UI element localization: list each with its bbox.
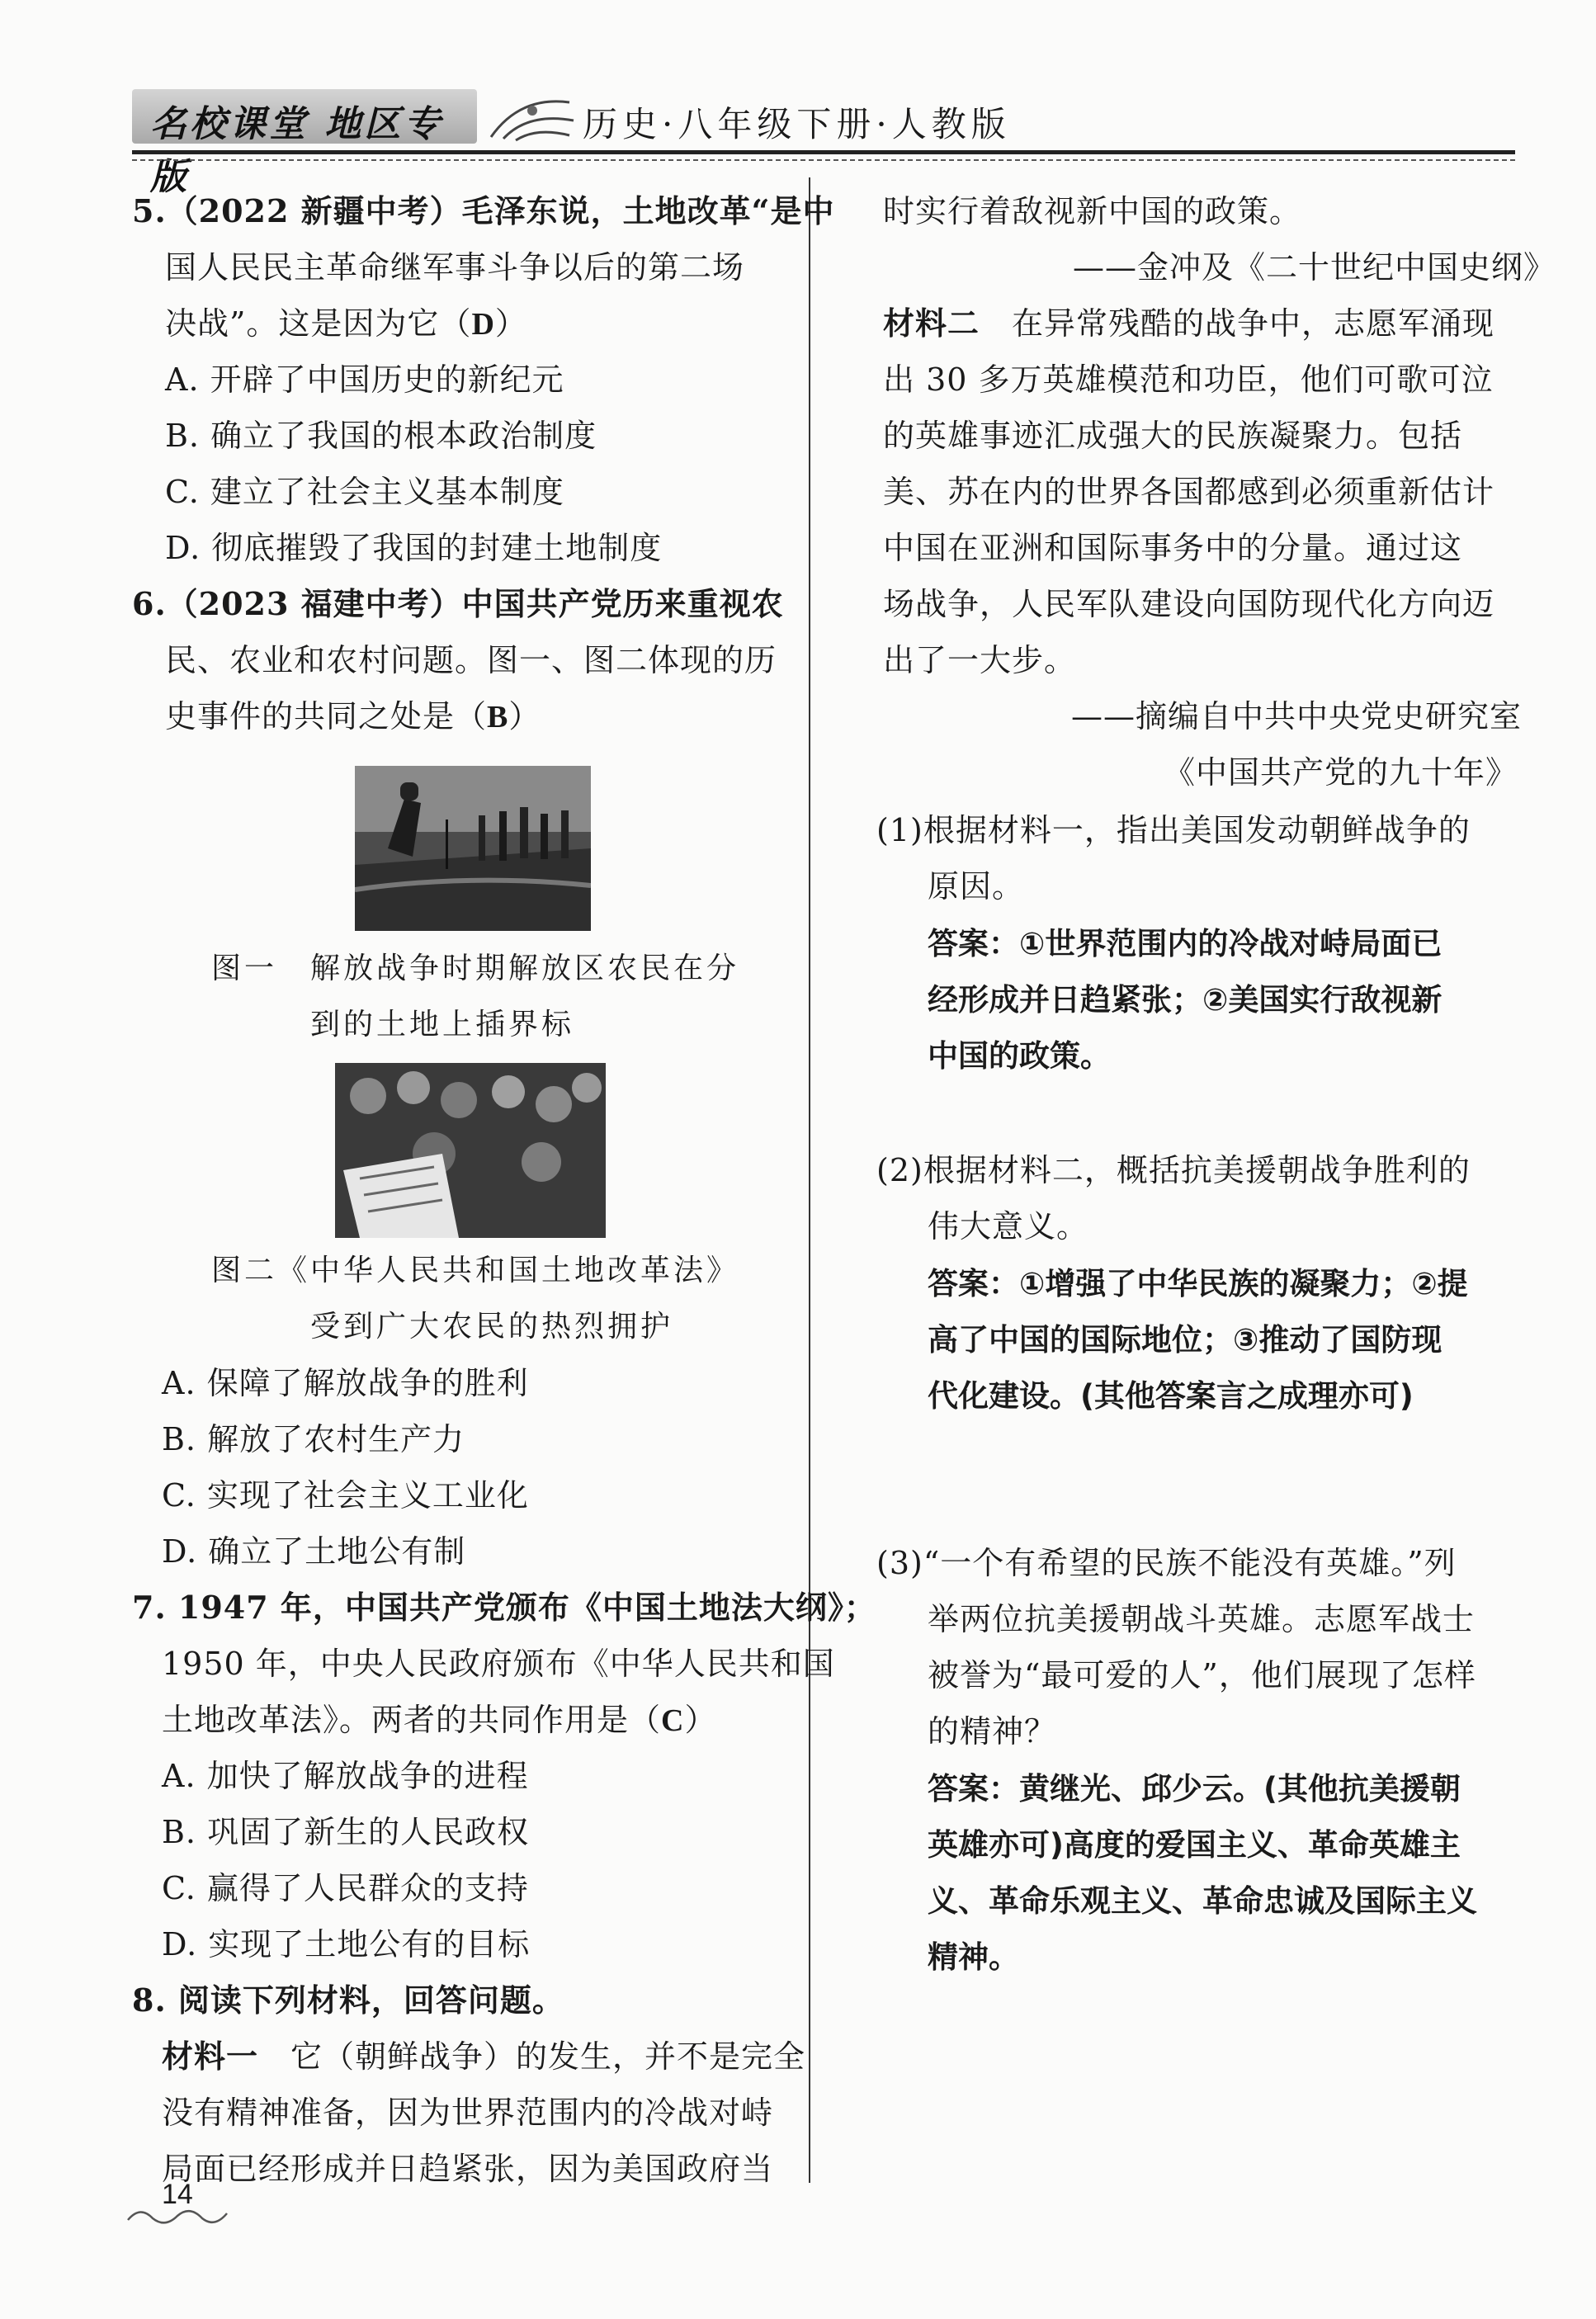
q7-option-d: D. 实现了土地公有的目标 (162, 1926, 531, 1962)
column-divider (809, 177, 810, 2183)
q5-answer: D (471, 307, 495, 342)
q5-option-b: B. 确立了我国的根本政治制度 (165, 418, 597, 454)
q8-sub3-line2: 举两位抗美援朝战斗英雄。志愿军战士 (928, 1601, 1476, 1637)
q7-line3-text: 土地改革法》。两者的共同作用是（ (162, 1702, 662, 1738)
material1-label: 材料一 (162, 2038, 259, 2075)
q6-answer: B (487, 700, 509, 734)
material2-label: 材料二 (883, 305, 980, 342)
q8-material2-line1 (883, 295, 1494, 352)
q7-option-b: B. 巩固了新生的人民政权 (162, 1814, 530, 1850)
q8-intro: 8. 阅读下列材料，回答问题。 (132, 1981, 564, 2019)
figure2-caption-line2: 受到广大农民的热烈拥护 (310, 1310, 674, 1344)
q7-option-a: A. 加快了解放战争的进程 (162, 1758, 529, 1794)
q8-material2-line4: 美、苏在内的世界各国都感到必须重新估计 (883, 474, 1495, 510)
q8-material1-line1 (162, 2029, 805, 2085)
material1-source: ——金冲及《二十世纪中国史纲》 (1073, 249, 1556, 286)
q8-sub1-answer-line2: 经形成并日趋紧张；②美国实行敌视新 (928, 982, 1443, 1018)
figure2-photo (335, 1063, 606, 1238)
material1-text1: 它（朝鲜战争）的发生，并不是完全 (258, 2038, 806, 2075)
q8-sub3-line1: (3)“一个有希望的民族不能没有英雄。”列 (876, 1545, 1457, 1581)
q8-material2-line2: 出 30 多万英雄模范和功臣，他们可歌可泣 (883, 361, 1494, 398)
q5-line3-text: 决战”。这是因为它（ (165, 305, 472, 342)
q7-answer: C (661, 1703, 685, 1738)
q7-line1: 7. 1947 年，中国共产党颁布《中国土地法大纲》； (132, 1589, 876, 1626)
page-number: 14 (162, 2179, 193, 2210)
q8-sub2-line2: 伟大意义。 (928, 1208, 1089, 1245)
q5-line1: 5.（2022 新疆中考）毛泽东说，土地改革“是中 (132, 192, 835, 229)
q7-line3 (162, 1692, 716, 1749)
q8-sub3-answer-line1: 答案：黄继光、邱少云。(其他抗美援朝 (928, 1771, 1461, 1807)
q5-line2: 国人民民主革命继军事斗争以后的第二场 (165, 249, 745, 286)
q7-line2: 1950 年，中央人民政府颁布《中华人民共和国 (162, 1646, 835, 1682)
q6-option-c: C. 实现了社会主义工业化 (162, 1477, 529, 1514)
q8-sub2-line1: (2)根据材料二，概括抗美援朝战争胜利的 (876, 1152, 1471, 1188)
q5-option-d: D. 彻底摧毁了我国的封建土地制度 (165, 530, 663, 566)
q8-material1-line2: 没有精神准备，因为世界范围内的冷战对峙 (162, 2095, 774, 2131)
q6-line3-close: ） (508, 698, 541, 734)
q8-material2-line6: 场战争，人民军队建设向国防现代化方向迈 (883, 586, 1495, 622)
figure1-photo (355, 766, 591, 931)
q8-sub2-answer-line2: 高了中国的国际地位；③推动了国防现 (928, 1322, 1443, 1358)
q8-material1-line4: 时实行着敌视新中国的政策。 (883, 193, 1302, 229)
q8-sub3-answer-line3: 义、革命乐观主义、革命忠诚及国际主义 (928, 1883, 1477, 1919)
q8-material2-line5: 中国在亚洲和国际事务中的分量。通过这 (883, 530, 1463, 566)
q8-sub1-line2: 原因。 (928, 868, 1025, 904)
q5-line3 (165, 295, 527, 352)
q8-sub1-answer-line1: 答案：①世界范围内的冷战对峙局面已 (928, 926, 1443, 961)
subject-title: 历史·八年级下册·人教版 (583, 104, 1011, 144)
material2-source-line2: 《中国共产党的九十年》 (1164, 754, 1518, 791)
q6-option-a: A. 保障了解放战争的胜利 (162, 1365, 529, 1401)
series-title: 名校课堂 地区专版 (150, 103, 444, 198)
q8-material2-line7: 出了一大步。 (883, 642, 1077, 678)
q6-option-b: B. 解放了农村生产力 (162, 1421, 465, 1457)
figure1-caption-line2: 到的土地上插界标 (310, 1008, 575, 1041)
q6-line1: 6.（2023 福建中考）中国共产党历来重视农 (132, 585, 784, 622)
q5-option-a: A. 开辟了中国历史的新纪元 (165, 361, 564, 398)
material2-source-line1: ——摘编自中共中央党史研究室 (1071, 698, 1523, 734)
q5-option-c: C. 建立了社会主义基本制度 (165, 474, 564, 510)
q8-sub3-line4: 的精神？ (928, 1713, 1057, 1750)
material2-text1: 在异常残酷的战争中，志愿军涌现 (980, 305, 1495, 342)
q5-line3-close: ） (494, 305, 527, 342)
q8-material1-line3: 局面已经形成并日趋紧张，因为美国政府当 (162, 2151, 774, 2187)
figure2-caption-line1: 图二《中华人民共和国土地改革法》 (211, 1254, 740, 1287)
swirl-ornament-icon (124, 2203, 231, 2228)
q6-line3-text: 史事件的共同之处是（ (165, 698, 488, 734)
header-rule (132, 150, 1515, 154)
q8-sub2-answer-line3: 代化建设。(其他答案言之成理亦可) (928, 1378, 1414, 1414)
q6-line3 (165, 688, 541, 745)
leaf-ornament-icon (487, 87, 578, 145)
q8-sub1-line1: (1)根据材料一，指出美国发动朝鲜战争的 (876, 812, 1471, 848)
q8-sub3-line3: 被誉为“最可爱的人”，他们展现了怎样 (928, 1657, 1476, 1693)
q8-sub3-answer-line2: 英雄亦可)高度的爱国主义、革命英雄主 (928, 1827, 1461, 1863)
figure1-caption-line1: 图一 解放战争时期解放区农民在分 (211, 952, 740, 985)
q6-option-d: D. 确立了土地公有制 (162, 1533, 466, 1570)
q8-sub2-answer-line1: 答案：①增强了中华民族的凝聚力；②提 (928, 1266, 1468, 1301)
q8-material2-line3: 的英雄事迹汇成强大的民族凝聚力。包括 (883, 418, 1463, 454)
header-dashed-rule (132, 159, 1515, 161)
q7-option-c: C. 赢得了人民群众的支持 (162, 1870, 529, 1906)
q6-line2: 民、农业和农村问题。图一、图二体现的历 (165, 642, 777, 678)
series-banner (132, 89, 477, 198)
q8-sub1-answer-line3: 中国的政策。 (928, 1038, 1111, 1074)
q7-line3-close: ） (684, 1702, 717, 1738)
q8-sub3-answer-line4: 精神。 (928, 1939, 1019, 1975)
